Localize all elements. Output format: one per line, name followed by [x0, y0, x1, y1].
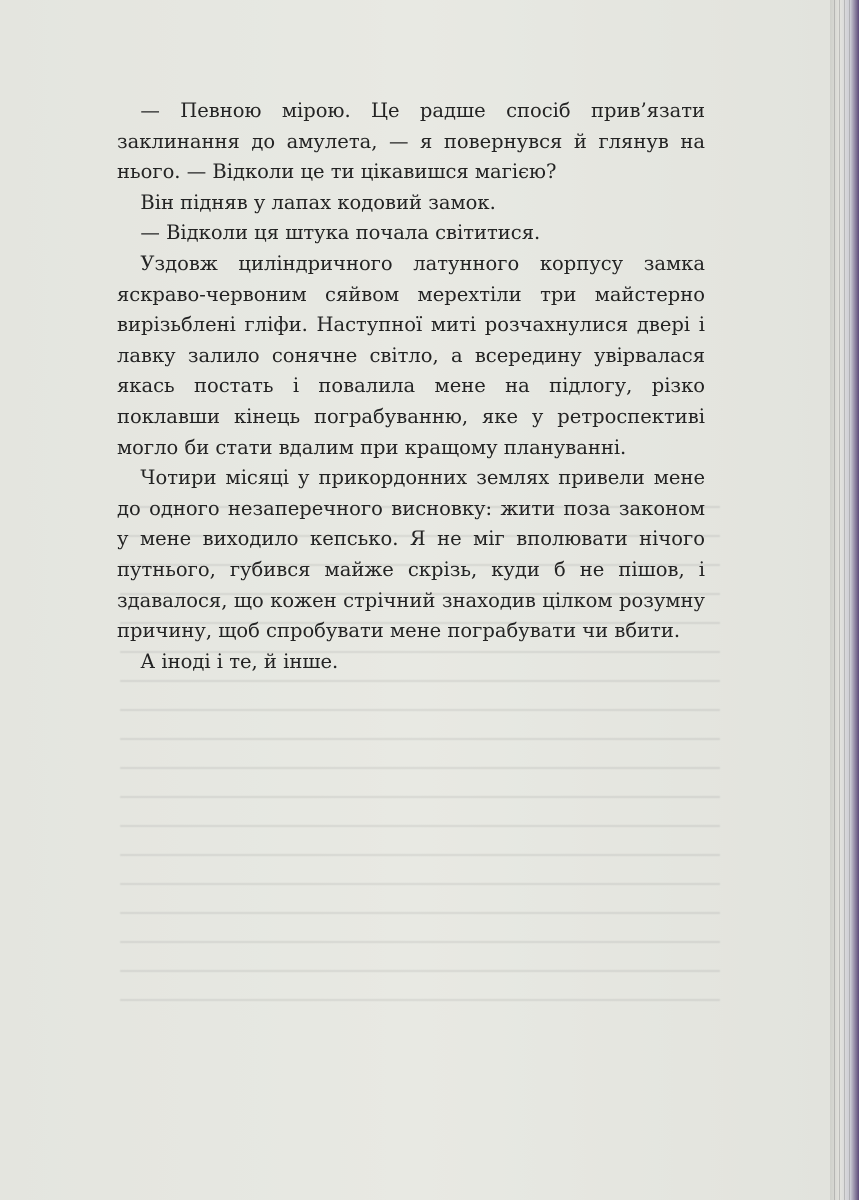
page-edge-stack: [830, 0, 859, 1200]
paragraph-6: А іноді і те, й інше.: [140, 649, 339, 673]
paragraph-1: — Певною мірою. Це радше спосіб прив’язати заклинання до амулета, — я повернувся й глянув на нього. — Відколи це ти цікавишся магією?: [117, 99, 705, 184]
paragraph-3: — Відколи ця штука почала світитися.: [140, 221, 541, 245]
paragraph-2: Він підняв у лапах кодовий замок.: [140, 190, 496, 214]
paragraph-4: Уздовж циліндричного латунного корпусу замка яскраво-червоним сяйвом мерехтіли три майстерно вирізьблені гліфи. Наступної миті розчахнулися двері і лавку залило сонячне світло, а всередину увірвалася якась постать і повалила мене на підлогу, різко поклавши кінець пограбуванню, яке у ретроспективі могло би стати вдалим при кращому плануванні.: [117, 251, 705, 459]
paragraph-5: Чотири місяці у прикордонних землях привели мене до одного незаперечного висновку: жити поза законом у мене виходило кепсько. Я не міг вполювати нічого путнього, губився майже скрізь, куди б не пішов, і здавалося, що кожен стрічний знаходив цілком розумну причину, щоб спробувати мене пограбувати чи вбити.: [117, 466, 705, 643]
body-text: [117, 96, 705, 677]
